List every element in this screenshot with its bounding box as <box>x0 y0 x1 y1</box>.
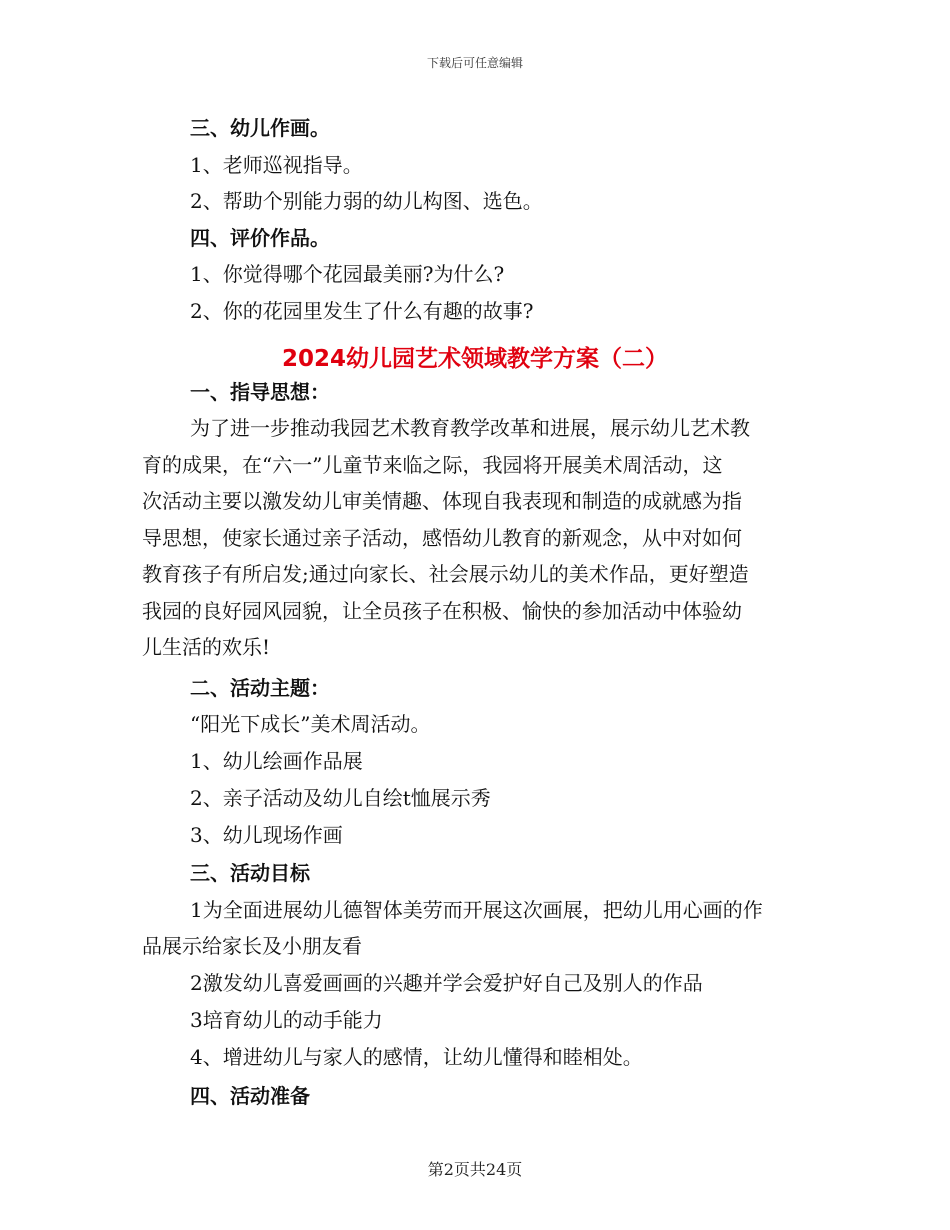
goal-line: 品展示给家长及小朋友看 <box>142 934 362 958</box>
goal-line: 2激发幼儿喜爱画画的兴趣并学会爱护好自己及别人的作品 <box>190 971 703 995</box>
paragraph-line: 导思想，使家长通过亲子活动，感悟幼儿教育的新观念，从中对如何 <box>142 526 742 550</box>
paragraph-line: 次活动主要以激发幼儿审美情趣、体现自我表现和制造的成就感为指 <box>142 489 742 513</box>
list-item: 2、亲子活动及幼儿自绘t恤展示秀 <box>190 786 491 810</box>
section-heading: 三、活动目标 <box>190 861 310 885</box>
goal-line: 3培育幼儿的动手能力 <box>190 1008 383 1032</box>
section-heading: 三、幼儿作画。 <box>190 116 330 140</box>
list-item: 1、幼儿绘画作品展 <box>190 749 363 773</box>
document-title: 2024幼儿园艺术领域教学方案（二） <box>281 346 668 372</box>
list-item: 3、幼儿现场作画 <box>190 823 343 847</box>
theme-line: “阳光下成长”美术周活动。 <box>190 712 431 736</box>
paragraph-line: 我园的良好园风园貌，让全员孩子在积极、愉快的参加活动中体验幼 <box>142 599 742 623</box>
paragraph-line: 育的成果，在“六一”儿童节来临之际，我园将开展美术周活动，这 <box>142 453 723 477</box>
goal-line: 4、增进幼儿与家人的感情，让幼儿懂得和睦相处。 <box>190 1045 643 1069</box>
section-heading: 四、活动准备 <box>190 1084 310 1108</box>
section-heading: 二、活动主题： <box>190 676 330 700</box>
list-item: 1、老师巡视指导。 <box>190 153 363 177</box>
section-heading: 一、指导思想： <box>190 380 330 404</box>
list-item: 2、你的花园里发生了什么有趣的故事? <box>190 299 534 323</box>
paragraph-line: 儿生活的欢乐! <box>142 635 271 659</box>
goal-line: 1为全面进展幼儿德智体美劳而开展这次画展，把幼儿用心画的作 <box>190 898 763 922</box>
paragraph-line: 为了进一步推动我园艺术教育教学改革和进展，展示幼儿艺术教 <box>190 416 750 440</box>
page-footer: 第2页共24页 <box>427 1160 523 1179</box>
paragraph-line: 教育孩子有所启发;通过向家长、社会展示幼儿的美术作品，更好塑造 <box>142 562 749 586</box>
list-item: 2、帮助个别能力弱的幼儿构图、选色。 <box>190 189 543 213</box>
list-item: 1、你觉得哪个花园最美丽?为什么? <box>190 262 505 286</box>
section-heading: 四、评价作品。 <box>190 226 330 250</box>
header-note: 下载后可任意编辑 <box>426 56 523 70</box>
